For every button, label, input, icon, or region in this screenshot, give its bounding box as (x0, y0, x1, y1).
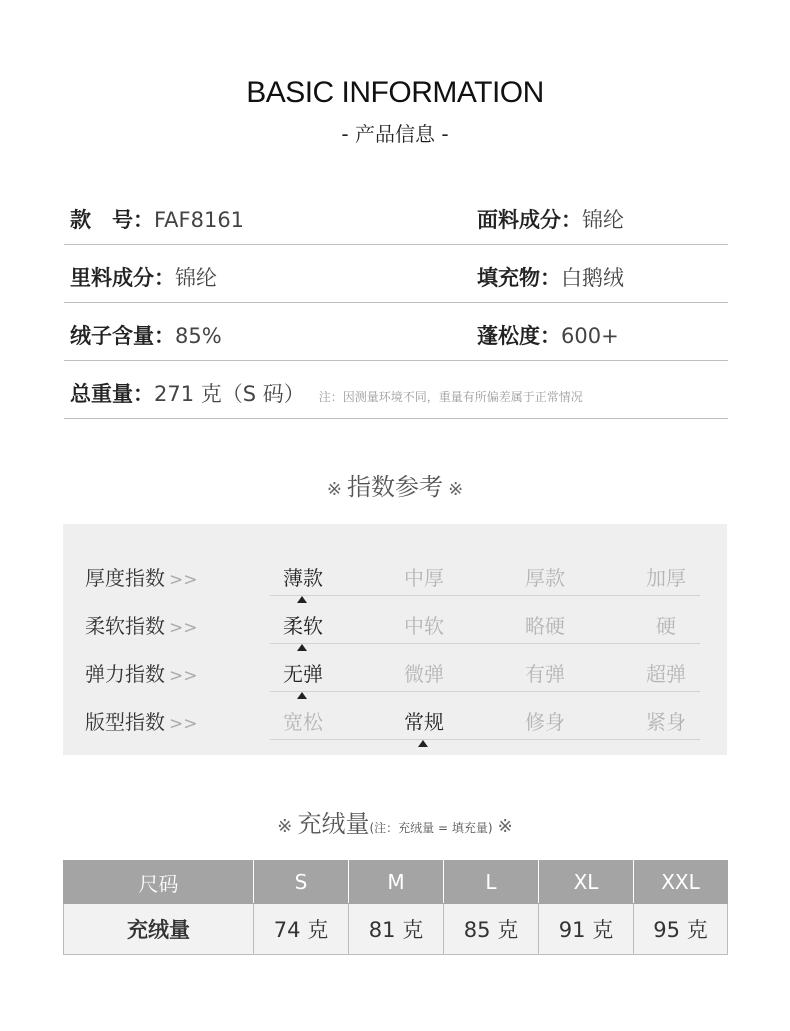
down-content-value: 85% (175, 324, 222, 348)
total-weight-label: 总重量： (70, 382, 154, 406)
index-option: 修身 (525, 710, 565, 734)
index-row-label: 弹力指数 >> (85, 662, 198, 686)
reference-mark-icon: ※ (326, 479, 342, 500)
table-header-cell: L (444, 861, 539, 904)
fabric-field (477, 204, 624, 234)
page-title: BASIC INFORMATION (246, 76, 544, 109)
index-row (63, 644, 727, 692)
info-row-lining-filling (64, 244, 728, 303)
index-option: 中软 (404, 614, 444, 638)
table-row-label: 充绒量 (64, 904, 254, 955)
filling-field (477, 262, 624, 292)
style-number-label: 款 号： (70, 208, 154, 232)
lining-field (70, 262, 217, 292)
total-weight-value: 271 克（S 码） (154, 382, 305, 406)
filling-label: 填充物： (477, 266, 561, 290)
table-row (64, 904, 728, 955)
index-option-selected: 柔软 (273, 610, 333, 639)
index-option: 略硬 (525, 614, 565, 638)
fill-section-title (0, 804, 790, 839)
fill-power-value: 600+ (561, 324, 619, 348)
style-number-value: FAF8161 (154, 208, 245, 232)
table-cell: 91 克 (539, 904, 634, 955)
page-subtitle: - 产品信息 - (341, 122, 449, 146)
arrows-icon: >> (169, 618, 198, 638)
lining-label: 里料成分： (70, 266, 175, 290)
table-header-cell: S (254, 861, 349, 904)
table-header-cell: 尺码 (64, 861, 254, 904)
reference-mark-icon: ※ (448, 479, 464, 500)
index-row (63, 596, 727, 644)
index-option-selected: 薄款 (273, 562, 333, 591)
total-weight-field (70, 378, 583, 408)
table-cell: 95 克 (634, 904, 728, 955)
table-cell: 81 克 (349, 904, 444, 955)
fill-note: (注：充绒量 = 填充量) (369, 821, 493, 835)
table-cell: 74 克 (254, 904, 349, 955)
fill-power-field (477, 320, 619, 350)
down-content-field (70, 320, 222, 350)
table-header-cell: M (349, 861, 444, 904)
index-row (63, 692, 727, 740)
fill-power-label: 蓬松度： (477, 324, 561, 348)
table-header-cell: XXL (634, 861, 728, 904)
index-row (63, 548, 727, 596)
reference-mark-icon: ※ (497, 816, 513, 837)
info-row-down-power (64, 302, 728, 361)
arrows-icon: >> (169, 666, 198, 686)
index-divider (270, 739, 700, 740)
index-option: 宽松 (283, 710, 323, 734)
arrows-icon: >> (169, 714, 198, 734)
index-option: 加厚 (646, 566, 686, 590)
reference-mark-icon: ※ (277, 816, 293, 837)
fabric-label: 面料成分： (477, 208, 582, 232)
index-option: 超弹 (646, 662, 686, 686)
index-option: 紧身 (646, 710, 686, 734)
table-header-cell: XL (539, 861, 634, 904)
arrows-icon: >> (169, 570, 198, 590)
index-row-label: 柔软指数 >> (85, 614, 198, 638)
index-option: 硬 (656, 614, 676, 638)
fabric-value: 锦纶 (582, 208, 624, 232)
style-number-field (70, 204, 244, 234)
info-row-weight (64, 360, 728, 419)
weight-note: 注：因测量环境不同，重量有所偏差属于正常情况 (318, 390, 583, 404)
index-option: 微弹 (404, 662, 444, 686)
table-header-row (64, 861, 728, 904)
index-option-selected: 无弹 (273, 658, 333, 687)
index-option-selected: 常规 (394, 706, 454, 735)
table-cell: 85 克 (444, 904, 539, 955)
fill-title-text: 充绒量 (297, 810, 370, 838)
fill-weight-table (63, 860, 728, 955)
index-panel (63, 524, 727, 755)
index-option: 中厚 (404, 566, 444, 590)
lining-value: 锦纶 (175, 266, 217, 290)
info-row-style-fabric (64, 186, 728, 245)
selected-indicator-icon (418, 740, 428, 747)
down-content-label: 绒子含量： (70, 324, 175, 348)
index-row-label: 版型指数 >> (85, 710, 198, 734)
index-option: 厚款 (525, 566, 565, 590)
filling-value: 白鹅绒 (561, 266, 624, 290)
index-section-title (0, 467, 790, 502)
index-option: 有弹 (525, 662, 565, 686)
index-row-label: 厚度指数 >> (85, 566, 198, 590)
index-title-text: 指数参考 (347, 473, 443, 501)
